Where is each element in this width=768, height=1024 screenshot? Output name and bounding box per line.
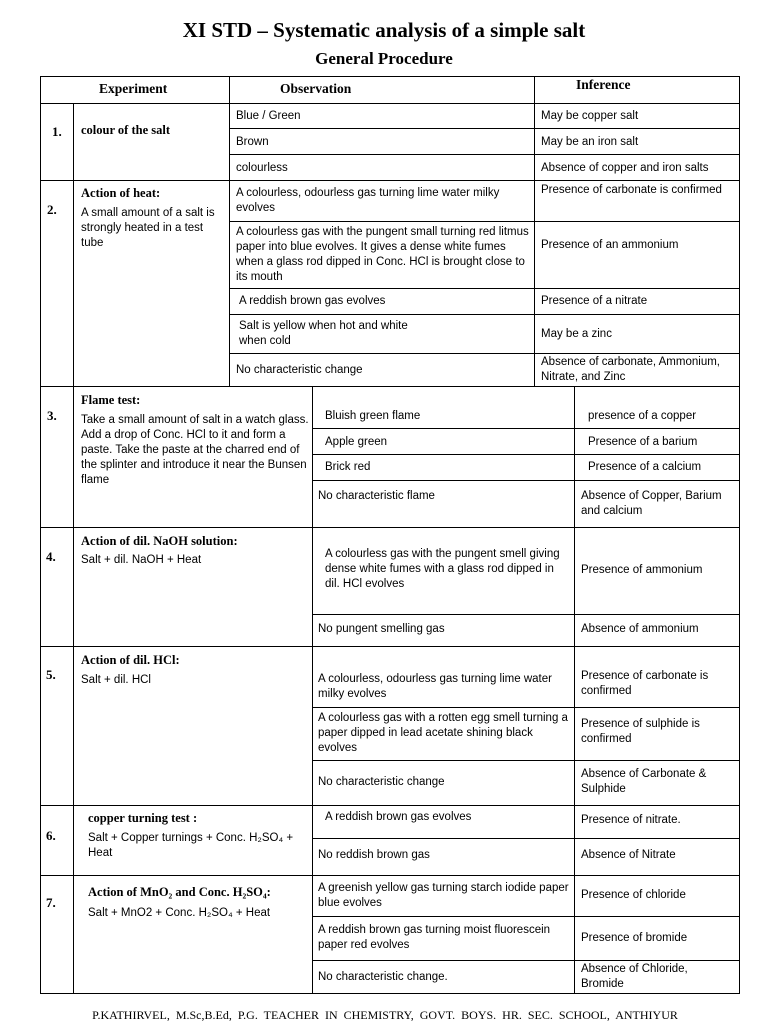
inference-text: Presence of sulphide is confirmed <box>581 718 700 745</box>
observation-text: A reddish brown gas evolves <box>325 811 472 823</box>
observation-text: Salt is yellow when hot and white when cold <box>239 320 408 347</box>
inference-text: Absence of Carbonate & Sulphide <box>581 768 707 795</box>
observation-text: No characteristic flame <box>318 490 435 502</box>
inference-text: Absence of carbonate, Ammonium, Nitrate, and Zinc <box>541 356 720 383</box>
section-number: 6. <box>46 828 56 843</box>
observation-text: A greenish yellow gas turning starch iodide paper blue evolves <box>318 882 569 909</box>
section-number: 4. <box>46 549 56 564</box>
header-inference: Inference <box>576 77 631 92</box>
experiment-procedure: Salt + dil. NaOH + Heat <box>81 554 202 566</box>
observation-text: A colourless, odourless gas turning lime water milky evolves <box>318 673 552 700</box>
inference-text: Presence of nitrate. <box>581 814 681 826</box>
experiment-heading: Flame test: <box>81 393 141 407</box>
section-number: 1. <box>52 124 62 139</box>
observation-text: No characteristic change <box>236 364 363 376</box>
experiment-procedure: Salt + Copper turnings + Conc. H₂SO₄ + Heat <box>88 832 294 859</box>
inference-text: May be a zinc <box>541 328 612 340</box>
experiment-heading: colour of the salt <box>81 123 170 137</box>
experiment-heading: Action of heat: <box>81 186 161 200</box>
inference-text: Presence of an ammonium <box>541 239 679 251</box>
observation-text: A colourless gas with a rotten egg smell turning a paper dipped in lead acetate shining black evolves <box>318 712 568 754</box>
inference-text: presence of a copper <box>588 410 697 422</box>
inference-text: May be copper salt <box>541 110 639 122</box>
experiment-procedure: Take a small amount of salt in a watch glass. Add a drop of Conc. HCl to it and form a paste. Take the paste at the charred end of the splinter and introduce it near the Bunsen flame <box>81 414 309 486</box>
experiment-procedure: A small amount of a salt is strongly heated in a test tube <box>81 207 215 249</box>
observation-text: Blue / Green <box>236 110 301 122</box>
observation-text: Brown <box>236 136 269 148</box>
page-title: XI STD – Systematic analysis of a simple salt <box>182 18 586 42</box>
observation-text: Bluish green flame <box>325 410 421 422</box>
experiment-procedure: Salt + dil. HCl <box>81 674 151 686</box>
experiment-heading: copper turning test : <box>88 811 198 825</box>
page-footer: P.KATHIRVEL, M.Sc,B.Ed, P.G. TEACHER IN CHEMISTRY, GOVT. BOYS. HR. SEC. SCHOOL, ANTHIYUR <box>92 1008 678 1022</box>
inference-text: Presence of a barium <box>588 436 698 448</box>
observation-text: Apple green <box>325 436 388 448</box>
header-observation: Observation <box>280 81 352 96</box>
observation-text: colourless <box>236 162 288 174</box>
inference-text: Presence of a nitrate <box>541 295 648 307</box>
inference-text: Presence of a calcium <box>588 461 702 473</box>
observation-text: No pungent smelling gas <box>318 623 445 635</box>
inference-text: Absence of Nitrate <box>581 849 676 861</box>
inference-text: Presence of ammonium <box>581 564 703 576</box>
section-number: 2. <box>47 202 57 217</box>
experiment-heading: Action of dil. NaOH solution: <box>81 534 238 548</box>
page-subtitle: General Procedure <box>315 49 453 68</box>
section-number: 5. <box>46 667 56 682</box>
experiment-heading: Action of MnO₂ and Conc. H₂SO₄: <box>88 885 271 899</box>
observation-text: A colourless, odourless gas turning lime water milky evolves <box>236 187 500 214</box>
observation-text: Brick red <box>325 461 371 473</box>
observation-text: No characteristic change <box>318 776 445 788</box>
inference-text: Absence of Copper, Barium and calcium <box>581 490 722 517</box>
observation-text: A colourless gas with the pungent smell giving dense white fumes with a glass rod dipped in dil. HCl evolves <box>325 548 560 590</box>
observation-text: A colourless gas with the pungent small turning red litmus paper into blue evolves. It gives a dense white fumes when a glass rod dipped in Conc. HCl is brought close to its mouth <box>236 226 529 283</box>
inference-text: Presence of carbonate is confirmed <box>541 184 722 196</box>
observation-text: A reddish brown gas turning moist fluorescein paper red evolves <box>318 924 551 951</box>
observation-text: No characteristic change. <box>318 971 448 983</box>
inference-text: Absence of copper and iron salts <box>541 162 709 174</box>
observation-text: A reddish brown gas evolves <box>239 295 386 307</box>
experiment-heading: Action of dil. HCl: <box>81 653 180 667</box>
inference-text: Absence of ammonium <box>581 623 699 635</box>
inference-text: Absence of Chloride, Bromide <box>581 963 688 990</box>
section-number: 7. <box>46 895 56 910</box>
section-number: 3. <box>47 408 57 423</box>
inference-text: May be an iron salt <box>541 136 639 148</box>
inference-text: Presence of bromide <box>581 932 688 944</box>
observation-text: No reddish brown gas <box>318 849 430 861</box>
header-experiment: Experiment <box>99 81 168 96</box>
inference-text: Presence of carbonate is confirmed <box>581 670 709 697</box>
inference-text: Presence of chloride <box>581 889 686 901</box>
experiment-procedure: Salt + MnO2 + Conc. H₂SO₄ + Heat <box>88 907 271 919</box>
